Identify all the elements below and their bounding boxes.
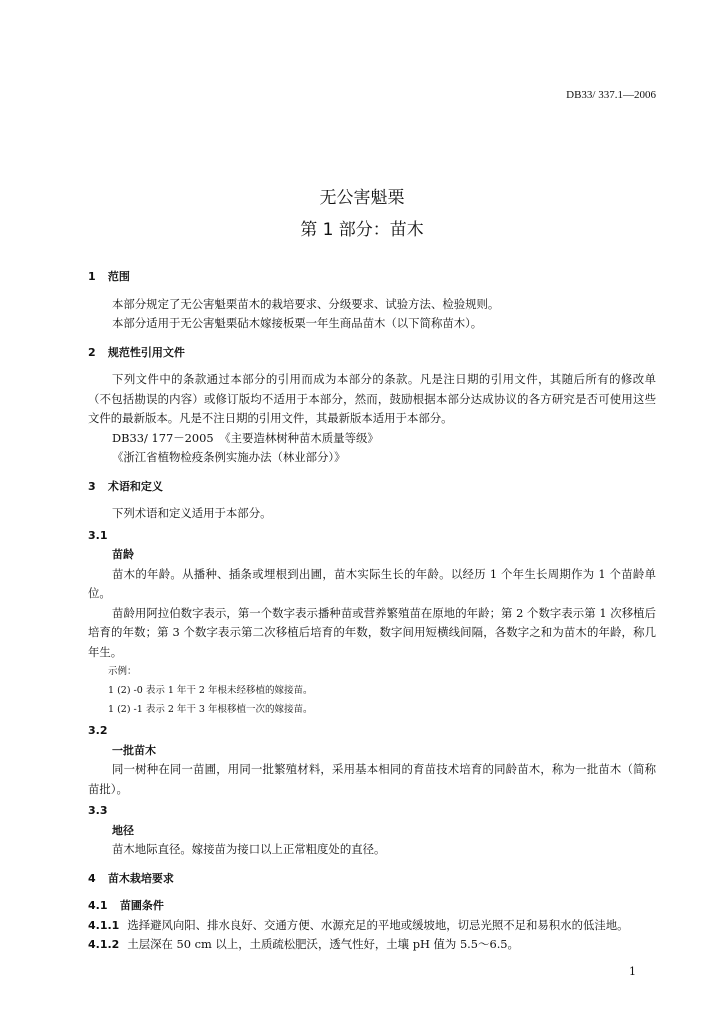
paragraph: 本部分规定了无公害魁栗苗木的栽培要求、分级要求、试验方法、检验规则。 <box>112 296 500 311</box>
example-item: 1 (2) -1 表示 2 年干 3 年根移植一次的嫁接苗。 <box>108 704 313 715</box>
subsection-heading-nursery <box>88 896 656 916</box>
section-number: 4 <box>88 871 96 885</box>
paragraph: 苗木的年龄。从播种、插条或埋根到出圃，苗木实际生长的年龄。以经历 1 个年生长周期作为 1 个苗龄单位。 <box>88 566 656 600</box>
section-heading-normative-references <box>88 343 656 363</box>
subsection-title: 苗圃条件 <box>119 899 164 912</box>
term-number: 3.3 <box>88 804 108 817</box>
document-number: DB33/ 337.1—2006 <box>566 89 656 101</box>
term-number: 3.1 <box>88 528 108 542</box>
clause-number: 4.1.2 <box>88 938 120 951</box>
section-heading-scope <box>88 267 656 287</box>
example-item: 1 (2) -0 表示 1 年干 2 年根未经移植的嫁接苗。 <box>108 685 313 696</box>
section-heading-cultivation <box>88 869 656 889</box>
section-heading-terms <box>88 477 656 497</box>
paragraph: 下列术语和定义适用于本部分。 <box>112 506 272 520</box>
document-subtitle: 第 1 部分：苗木 <box>300 220 424 240</box>
paragraph: 苗木地际直径。嫁接苗为接口以上正常粗度处的直径。 <box>112 842 386 856</box>
clause-text: 土层深在 50 cm 以上，土质疏松肥沃，透气性好，土壤 pH 值为 5.5～6.5。 <box>127 937 519 951</box>
page-number: 1 <box>629 965 636 978</box>
subsection-number: 4.1 <box>88 899 108 912</box>
section-title: 苗木栽培要求 <box>107 871 174 885</box>
clause-number: 4.1.1 <box>88 918 120 932</box>
clause <box>88 916 656 936</box>
document-body <box>88 258 656 955</box>
reference-item: DB33/ 177－2005 《主要造林树种苗木质量等级》 <box>112 430 379 445</box>
term-number: 3.2 <box>88 724 108 737</box>
paragraph: 苗龄用阿拉伯数字表示，第一个数字表示播种苗或营养繁殖苗在原地的年龄；第 2 个数字表示第 1 次移植后培育的年数；第 3 个数字表示第二次移植后培育的年数，数字间用短横线间隔，各数字之和为苗木的年龄，称几年生。 <box>88 605 656 659</box>
paragraph: 下列文件中的条款通过本部分的引用而成为本部分的条款。凡是注日期的引用文件，其随后所有的修改单（不包括勘误的内容）或修订版均不适用于本部分，然而，鼓励根据本部分达成协议的各方研究是否可使用这些文件的最新版本。凡是不注日期的引用文件，其最新版本适用于本部分。 <box>88 372 656 425</box>
section-number: 2 <box>88 345 96 359</box>
paragraph: 同一树种在同一苗圃，用同一批繁殖材料，采用基本相同的育苗技术培育的同龄苗木，称为一批苗木（简称苗批）。 <box>88 762 656 796</box>
term-name: 一批苗木 <box>112 743 156 757</box>
document-title: 无公害魁栗 <box>319 188 405 208</box>
clause-text: 选择避风向阳、排水良好、交通方便、水源充足的平地或缓坡地，切忌光照不足和易积水的低洼地。 <box>127 917 629 932</box>
paragraph: 本部分适用于无公害魁栗砧木嫁接板栗一年生商品苗木（以下简称苗木）。 <box>112 316 483 330</box>
section-title: 术语和定义 <box>107 479 163 493</box>
clause <box>88 935 656 955</box>
term-name: 地径 <box>112 823 134 837</box>
section-title: 范围 <box>107 270 130 283</box>
section-title: 规范性引用文件 <box>107 345 185 359</box>
term-name: 苗龄 <box>112 548 134 561</box>
reference-item: 《浙江省植物检疫条例实施办法（林业部分）》 <box>112 450 346 464</box>
example-label: 示例： <box>108 666 137 677</box>
section-number: 1 <box>88 270 96 283</box>
section-number: 3 <box>88 479 96 493</box>
